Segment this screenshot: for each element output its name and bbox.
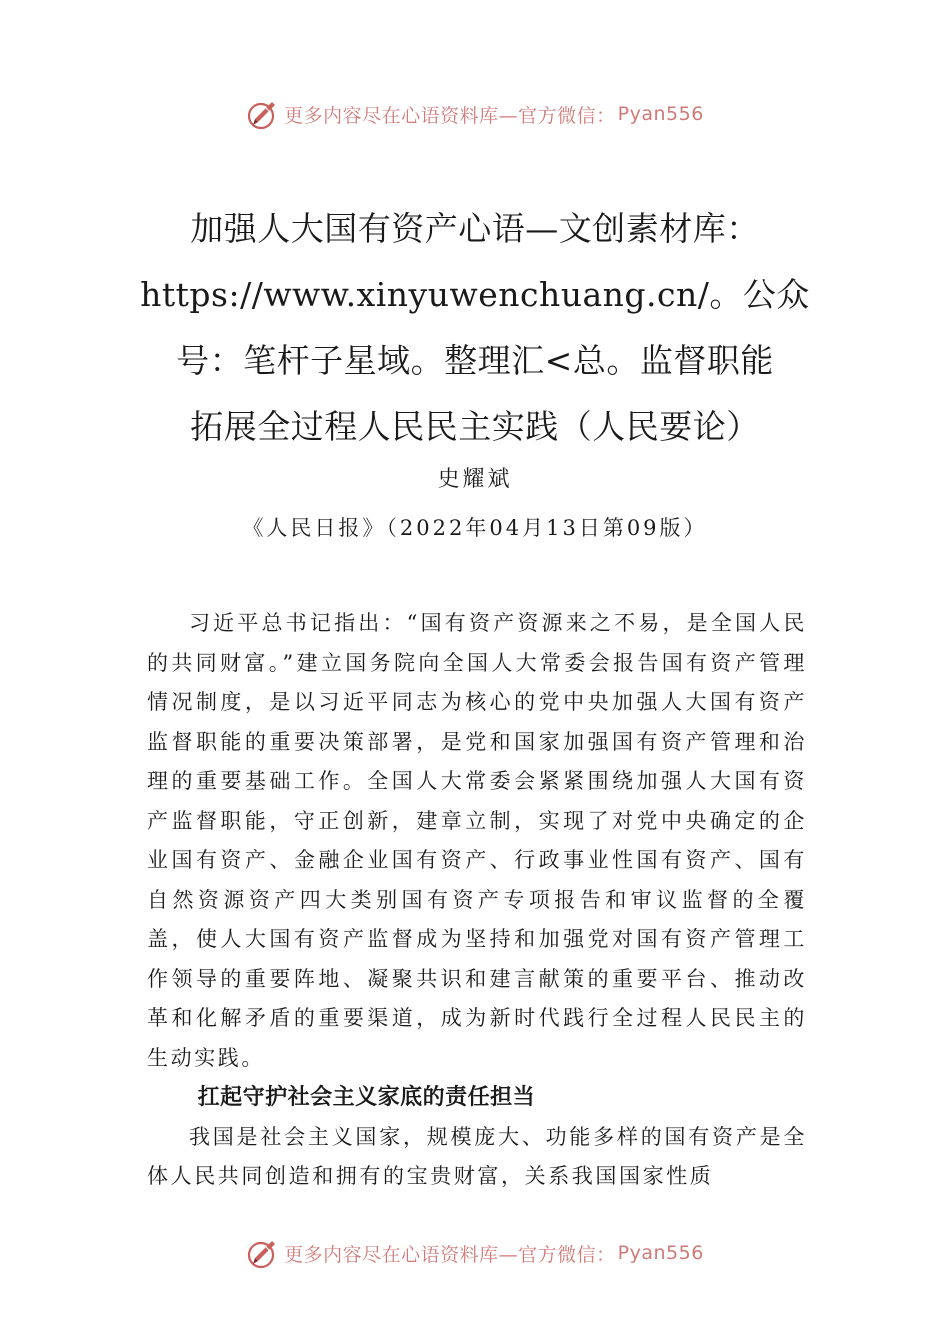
body-paragraph: 习近平总书记指出：“国有资产资源来之不易，是全国人民的共同财富。”建立国务院向全国人大常委会报告国有资产管理情况制度，是以习近平同志为核心的党中央加强人大国有资产监督职能的重要决策部署，是党和国家加强国有资产管理和治理的重要基础工作。全国人大常委会紧紧围绕加强人大国有资产监督职能，守正创新，建章立制，实现了对党中央确定的企业国有资产、金融企业国有资产、行政事业性国有资产、国有自然资源资产四大类别国有资产专项报告和审议监督的全覆盖，使人大国有资产监督成为坚持和加强党对国有资产管理工作领导的重要阵地、凝聚共识和建言献策的重要平台、推动改革和化解矛盾的重要渠道，成为新时代践行全过程人民民主的生动实践。 (147, 611, 807, 1070)
quill-pen-logo-icon (246, 97, 280, 131)
watermark-wechat-id: Pyan556 (617, 103, 704, 125)
quill-pen-logo-icon (246, 1236, 280, 1270)
article-title (140, 196, 810, 460)
section-heading: 扛起守护社会主义家底的责任担当 (197, 1085, 536, 1110)
title-line: 号：笔杆子星域。整理汇<总。监督职能 (176, 341, 774, 380)
title-line: 拓展全过程人民民主实践（人民要论） (190, 407, 760, 446)
header-watermark (0, 94, 950, 134)
watermark-text: 更多内容尽在心语资料库—官方微信： (284, 104, 616, 127)
body-paragraph: 我国是社会主义国家，规模庞大、功能多样的国有资产是全体人民共同创造和拥有的宝贵财富，关系我国国家性质 (147, 1124, 807, 1188)
title-line: 加强人大国有资产心语—文创素材库： (190, 209, 760, 248)
author-name: 史耀斌 (437, 467, 513, 492)
title-line: https://www.xinyuwenchuang.cn/。公众 (140, 275, 810, 314)
watermark-text: 更多内容尽在心语资料库—官方微信： (284, 1243, 616, 1266)
watermark-wechat-id: Pyan556 (617, 1242, 704, 1264)
article-body (147, 604, 807, 1197)
footer-watermark (0, 1233, 950, 1273)
publication-source: 《人民日报》（2022年04月13日第09版） (242, 516, 708, 540)
